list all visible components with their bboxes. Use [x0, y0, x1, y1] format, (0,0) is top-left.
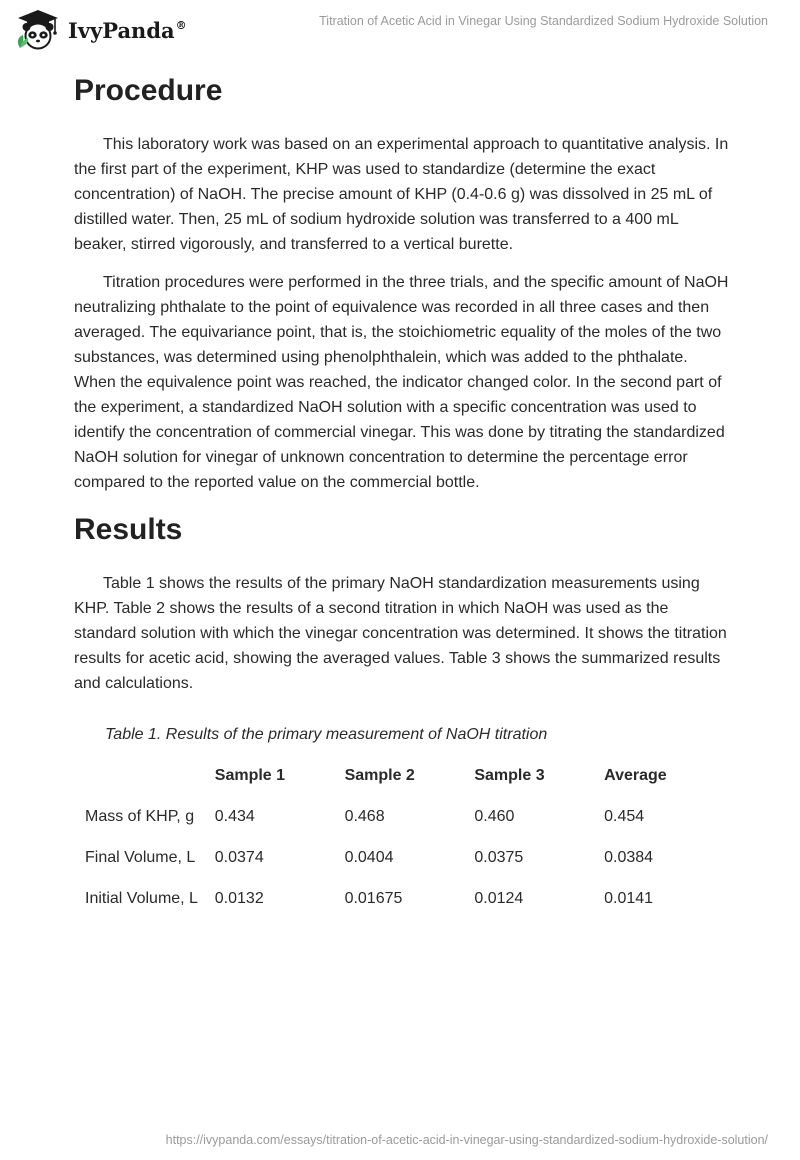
page-header: [0, 0, 800, 60]
table-row: [74, 845, 730, 886]
table-cell: Initial Volume, L: [85, 890, 198, 907]
article-body: [74, 70, 730, 927]
table-cell: 0.0132: [214, 890, 264, 907]
table-header-cell: Sample 1: [214, 767, 286, 784]
table-row: [74, 886, 730, 927]
results-table: [74, 763, 730, 927]
table-cell: 0.0141: [604, 890, 654, 907]
table-cell: 0.468: [344, 808, 385, 825]
ivypanda-logo[interactable]: [14, 8, 187, 50]
panda-graduate-icon: [14, 8, 62, 50]
table-row: [74, 804, 730, 845]
table-cell: 0.434: [214, 808, 255, 825]
procedure-paragraph: Titration procedures were performed in the three trials, and the specific amount of NaOH neutralizing phthalate to the point of equivalence was recorded in all three cases and then averaged. The equivariance point, that is, the stoichiometric equality of the moles of the two substances, was determined using phenolphthalein, which was added to the phthalate. When the equivalence point was reached, the indicator changed color. In the second part of the experiment, a standardized NaOH solution with a specific concentration was used to identify the concentration of commercial vinegar. This was done by titrating the standardized NaOH solution for vinegar of unknown concentration to determine the percentage error compared to the reported value on the commercial bottle.: [74, 274, 729, 491]
logo-text: IvyPanda®: [68, 17, 187, 43]
table-header-row: [74, 763, 730, 804]
table-cell: 0.454: [604, 808, 645, 825]
table-cell: 0.01675: [344, 890, 403, 907]
source-url[interactable]: https://ivypanda.com/essays/titration-of-acetic-acid-in-vinegar-using-standardized-sodium-hydroxide-solution/: [165, 1133, 768, 1147]
table-cell: 0.0375: [474, 849, 524, 866]
table-caption: Table 1. Results of the primary measurement of NaOH titration: [105, 726, 548, 743]
table-header-cell: [74, 763, 215, 804]
results-heading: Results: [74, 513, 183, 546]
procedure-paragraph: This laboratory work was based on an experimental approach to quantitative analysis. In the first part of the experiment, KHP was used to standardize (determine the exact concentration) of NaOH. The precise amount of KHP (0.4-0.6 g) was dissolved in 25 mL of distilled water. Then, 25 mL of sodium hydroxide solution was transferred to a 400 mL beaker, stirred vigorously, and transferred to a vertical burette.: [74, 136, 729, 253]
table-cell: 0.460: [474, 808, 515, 825]
document-title: Titration of Acetic Acid in Vinegar Using Standardized Sodium Hydroxide Solution: [319, 14, 768, 28]
results-paragraph: Table 1 shows the results of the primary NaOH standardization measurements using KHP. Table 2 shows the results of a second titration in which NaOH was used as the standard solution with which the vinegar concentration was determined. It shows the titration results for acetic acid, showing the averaged values. Table 3 shows the summarized results and calculations.: [74, 575, 727, 692]
table-header-cell: Sample 3: [474, 767, 545, 784]
table-cell: 0.0384: [604, 849, 654, 866]
table-header-cell: Average: [604, 767, 667, 784]
table-cell: 0.0124: [474, 890, 524, 907]
table-header-cell: Sample 2: [344, 767, 415, 784]
table-cell: Final Volume, L: [85, 849, 196, 866]
table-cell: 0.0404: [344, 849, 394, 866]
table-cell: Mass of KHP, g: [85, 808, 195, 825]
table-cell: 0.0374: [214, 849, 264, 866]
procedure-heading: Procedure: [74, 74, 223, 107]
